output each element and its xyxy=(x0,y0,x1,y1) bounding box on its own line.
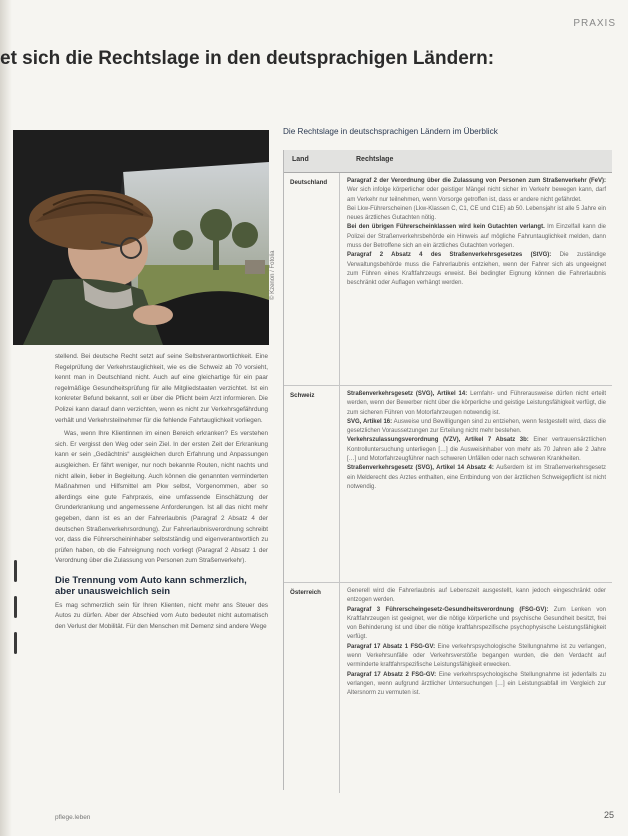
legal-overview-table xyxy=(283,150,612,790)
law-entry: Paragraf 3 Führerscheingesetz-Gesundheitsverordnung (FSG-GV): Zum Lenken von Kraftfahrzeugen ist geeignet, wer die nötige körperliche und psychische Gesundheit besitzt, frei von Behinderung ist und über die nötige kraftfahrspezifische psychophysische Leistungsfähigkeit verfügt. xyxy=(347,606,606,641)
body-paragraph: Es mag schmerzlich sein für Ihren Klienten, nicht mehr ans Steuer des Autos zu dürfen. Aber der Abschied vom Auto bedeutet nicht automatisch den Verlust der Mobilität. Für den Menschen mit Demenz sind andere Wege xyxy=(55,601,268,631)
law-entry: Bei den übrigen Führerscheinklassen wird kein Gutachten verlangt. Im Einzelfall kann die Polizei der Straßenverkehrsbehörde ein Hinweis auf mögliche Fahruntauglichkeit melden, dann muss der Betroffene sich an ein ärztliches Gutachten vorlegen. xyxy=(347,224,606,250)
table-row-switzerland xyxy=(284,386,612,583)
country-cell: Deutschland xyxy=(284,173,340,385)
law-cell xyxy=(340,173,612,385)
page-headline: et sich die Rechtslage in den deutsprachigen Ländern: xyxy=(0,48,495,69)
law-entry: Straßenverkehrsgesetz (SVG), Artikel 14 Absatz 4: Außerdem ist im Straßenverkehrsgesetz ein Melderecht des Arztes enthalten, eine Entbindung von der ärztlichen Schweigepflicht ist nicht notwendig. xyxy=(347,465,606,490)
table-row-germany xyxy=(284,173,612,386)
section-label: PRAXIS xyxy=(573,18,616,29)
column-header-country: Land xyxy=(292,156,309,163)
page-number: 25 xyxy=(603,810,614,820)
law-entry: Straßenverkehrsgesetz (SVG), Artikel 14: Lernfahr- und Führerausweise dürfen nicht erteilt werden, wenn der Bewerber nicht über die körperliche und geistige Leistungsfähigkeit verfügt, die zum sicheren Führen von Motorfahrzeugen notwendig ist. xyxy=(347,391,607,416)
column-header-law: Rechtslage xyxy=(356,156,394,163)
article-body xyxy=(55,352,268,636)
law-entry: Generell wird die Fahrerlaubnis auf Lebenszeit ausgestellt, kann jedoch eingeschränkt oder entzogen werden. xyxy=(347,588,606,604)
country-cell: Österreich xyxy=(284,583,340,793)
law-entry: Paragraf 17 Absatz 2 FSG-GV: Eine verkehrspsychologische Stellungnahme ist jedenfalls zu verlangen, wenn aufgrund ärztlicher Untersuchungen […] ein Leistungsabfall im Vergleich zur Altersnorm zu vermuten ist. xyxy=(347,671,607,697)
margin-marks xyxy=(14,560,20,680)
law-entry: SVG, Artikel 16: Ausweise und Bewilligungen sind zu entziehen, wenn festgestellt wird, dass die gesetzlichen Voraussetzungen zur Erteilung nicht mehr bestehen. xyxy=(347,418,606,435)
table-row-austria xyxy=(284,583,612,793)
table-header-row xyxy=(284,150,612,173)
table-title: Die Rechtslage in deutschsprachigen Ländern im Überblick xyxy=(283,127,498,136)
article-photo xyxy=(13,130,269,345)
law-entry: Paragraf 2 Absatz 4 des Straßenverkehrsgesetzes (StVG): Die zuständige Verwaltungsbehörde muss die Fahrerlaubnis entziehen, wenn der Fahrer sich als ungeeignet zum Führen eines Kraftfahrzeugs erweist. Bei bedingter Eignung können die Fahrerlaubnis beschränkt oder Auflagen verhängt werden. xyxy=(347,252,607,287)
elderly-driver-photo xyxy=(13,130,269,345)
law-cell xyxy=(340,583,612,793)
page-spine-shadow xyxy=(0,0,12,836)
country-cell: Schweiz xyxy=(284,386,340,582)
law-entry: Bei Lkw-Führerscheinen (Lkw-Klassen C, C1, CE und C1E) ab 50. Lebensjahr ist alle 5 Jahre ein neues ärztliches Gutachten nötig. xyxy=(347,205,606,222)
law-entry: Paragraf 2 der Verordnung über die Zulassung von Personen zum Straßenverkehr (FeV): Wer sich infolge körperlicher oder geistiger Mängel nicht sicher im Verkehr bewegen kann, darf am Verkehr nur teilnehmen, wenn Vorsorge getroffen ist, dass er andere nicht gefährdet. xyxy=(347,178,606,203)
body-paragraph: stellend. Bei deutsche Recht setzt auf seine Selbstverantwortlichkeit. Eine Regelprüfung der Verkehrstauglichkeit, wie es die Schweiz ab 70 vorsieht, kennt man in Deutschland nicht. Auch auf eine gleichartige für ein paar regelmäßige Gesundheitsprüfung für alle Mitgliedstaaten verzichtet. Ist ein konkreter Befund bekannt, soll er über die Pflicht beim Arzt informieren. Die Polizei kann darauf dann verzichten, wenn es nicht zur Verkehrsgefährdung verhält und Verkehrsteilnehmer für die fehlende Fahrtauglichkeit vorliegen. xyxy=(55,353,268,424)
law-cell xyxy=(340,386,612,582)
law-entry: Paragraf 17 Absatz 1 FSG-GV: Eine verkehrspsychologische Stellungnahme ist zu verlangen, wenn Verkehrsunfälle oder Verkehrsverstöße begangen wurden, die den Verdacht auf verminderte kraftfahrspezifische Leistungsfähigkeit erwecken. xyxy=(347,643,606,669)
photo-credit: © Kzenon / Fotolia xyxy=(270,250,276,300)
footer-magazine-name: pflege.leben xyxy=(55,814,91,821)
body-paragraph: Was, wenn Ihre Klientinnen im einen Bereich erkranken? Es verstehen sich. Er vergisst den Weg oder sein Ziel. In der ersten Zeit der Erkrankung kann er sein „Gedächtnis“ ausgleichen durch Erfahrung und Anpassungen ausgleichen. Er fährt weniger, nur noch bekannte Routen, nicht nachts und nicht allein, lieber in Begleitung. Auch können die genannten verminderten Maßnahmen und Hilfsmittel am Pkw selbst, Vorgenommen, aber so allerdings eine gute Fahrpraxis, eine umfassende Einschätzung der Grunderkrankung und angemessene Anforderungen. Ist all das nicht mehr gegeben, dann ist es an der Fahrerlaubnis (Paragraf 2 Absatz 4 der deutschen Straßenverkehrsordnung). Zur Fahrerlaubnisverordnung schreibt vor, dass die Führerscheininhaber selbstständig und eigenverantwortlich zu prüfen haben, ob die Fahreignung noch vorliegt (Paragraf 2 Absatz 1 der Verordnung über die Zulassung von Personen zum Straßenverkehr). xyxy=(55,430,268,565)
article-subheading: Die Trennung vom Auto kann schmerzlich, aber unausweichlich sein xyxy=(55,574,247,597)
law-entry: Verkehrszulassungsverordnung (VZV), Artikel 7 Absatz 3b: Einer vertrauensärztlichen Kontrolluntersuchung unterliegen […] die Ausweisinhaber von mehr als 70 Jahren alle 2 Jahre […] und Motorfahrzeugführer nach schweren Unfällen oder nach schweren Krankheiten. xyxy=(347,437,606,463)
